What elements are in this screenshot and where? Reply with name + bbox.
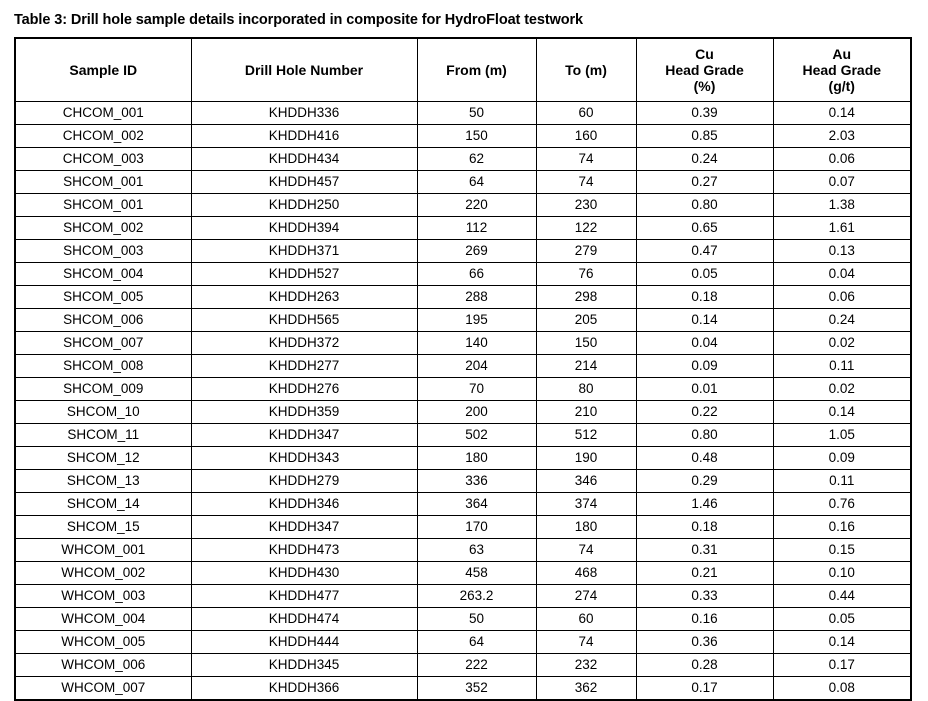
table-cell: 0.80: [636, 194, 773, 217]
table-cell: 50: [417, 102, 536, 125]
table-cell: 0.14: [773, 401, 911, 424]
table-row: [15, 355, 911, 378]
table-cell: 0.31: [636, 539, 773, 562]
table-cell: SHCOM_001: [15, 171, 191, 194]
table-cell: 180: [536, 516, 636, 539]
table-cell: 0.05: [773, 608, 911, 631]
table-cell: 352: [417, 677, 536, 701]
table-cell: 288: [417, 286, 536, 309]
table-cell: KHDDH457: [191, 171, 417, 194]
table-row: [15, 263, 911, 286]
table-row: [15, 217, 911, 240]
column-header-line: Head Grade: [802, 61, 882, 78]
table-row: [15, 631, 911, 654]
table-cell: 195: [417, 309, 536, 332]
table-cell: WHCOM_005: [15, 631, 191, 654]
table-cell: 0.11: [773, 355, 911, 378]
table-row: [15, 677, 911, 701]
column-header-line: To (m): [565, 61, 607, 78]
table-cell: 0.07: [773, 171, 911, 194]
table-cell: 64: [417, 631, 536, 654]
table-cell: SHCOM_001: [15, 194, 191, 217]
table-row: [15, 654, 911, 677]
table-row: [15, 585, 911, 608]
table-cell: 0.47: [636, 240, 773, 263]
table-cell: 0.21: [636, 562, 773, 585]
table-cell: SHCOM_008: [15, 355, 191, 378]
table-cell: 200: [417, 401, 536, 424]
table-cell: KHDDH371: [191, 240, 417, 263]
table-cell: KHDDH346: [191, 493, 417, 516]
table-cell: 64: [417, 171, 536, 194]
table-cell: 364: [417, 493, 536, 516]
table-cell: CHCOM_003: [15, 148, 191, 171]
table-cell: 0.80: [636, 424, 773, 447]
table-cell: 74: [536, 148, 636, 171]
table-cell: 0.28: [636, 654, 773, 677]
table-cell: 1.46: [636, 493, 773, 516]
table-cell: 512: [536, 424, 636, 447]
table-cell: 150: [417, 125, 536, 148]
table-cell: 0.48: [636, 447, 773, 470]
table-cell: 170: [417, 516, 536, 539]
table-cell: SHCOM_12: [15, 447, 191, 470]
column-header-5: [773, 38, 911, 102]
table-cell: 362: [536, 677, 636, 701]
table-cell: 1.38: [773, 194, 911, 217]
table-cell: KHDDH444: [191, 631, 417, 654]
table-cell: 0.09: [636, 355, 773, 378]
table-cell: 0.10: [773, 562, 911, 585]
table-cell: 0.36: [636, 631, 773, 654]
table-cell: 180: [417, 447, 536, 470]
table-cell: 232: [536, 654, 636, 677]
table-header-row: [15, 38, 911, 102]
table-cell: KHDDH430: [191, 562, 417, 585]
table-cell: KHDDH565: [191, 309, 417, 332]
table-cell: 230: [536, 194, 636, 217]
column-header-line: Drill Hole Number: [244, 61, 364, 78]
table-cell: 0.14: [773, 102, 911, 125]
table-cell: 298: [536, 286, 636, 309]
table-cell: SHCOM_14: [15, 493, 191, 516]
table-row: [15, 470, 911, 493]
column-header-line: From (m): [446, 61, 507, 78]
table-cell: KHDDH263: [191, 286, 417, 309]
table-cell: 74: [536, 539, 636, 562]
table-cell: KHDDH276: [191, 378, 417, 401]
table-row: [15, 102, 911, 125]
table-cell: 346: [536, 470, 636, 493]
table-cell: 210: [536, 401, 636, 424]
table-cell: 0.04: [636, 332, 773, 355]
column-header-2: [417, 38, 536, 102]
table-cell: 279: [536, 240, 636, 263]
table-cell: 0.04: [773, 263, 911, 286]
table-cell: 0.29: [636, 470, 773, 493]
table-cell: SHCOM_005: [15, 286, 191, 309]
table-cell: 50: [417, 608, 536, 631]
table-row: [15, 424, 911, 447]
table-cell: 150: [536, 332, 636, 355]
table-cell: 502: [417, 424, 536, 447]
table-cell: 0.18: [636, 516, 773, 539]
column-header-4: [636, 38, 773, 102]
table-cell: WHCOM_003: [15, 585, 191, 608]
table-cell: 214: [536, 355, 636, 378]
table-cell: 0.08: [773, 677, 911, 701]
table-cell: 1.05: [773, 424, 911, 447]
table-row: [15, 378, 911, 401]
table-cell: 0.02: [773, 378, 911, 401]
table-cell: 0.09: [773, 447, 911, 470]
table-cell: KHDDH343: [191, 447, 417, 470]
table-cell: 60: [536, 608, 636, 631]
table-cell: SHCOM_007: [15, 332, 191, 355]
table-row: [15, 516, 911, 539]
table-cell: 0.13: [773, 240, 911, 263]
table-cell: KHDDH527: [191, 263, 417, 286]
table-cell: KHDDH277: [191, 355, 417, 378]
table-caption: Table 3: Drill hole sample details incorporated in composite for HydroFloat testwork: [14, 12, 584, 28]
table-cell: 0.76: [773, 493, 911, 516]
table-cell: 0.24: [773, 309, 911, 332]
table-row: [15, 401, 911, 424]
table-cell: 269: [417, 240, 536, 263]
table-cell: 0.33: [636, 585, 773, 608]
table-cell: 274: [536, 585, 636, 608]
table-row: [15, 608, 911, 631]
table-cell: 458: [417, 562, 536, 585]
table-cell: 160: [536, 125, 636, 148]
table-row: [15, 286, 911, 309]
drill-hole-sample-table: [14, 37, 912, 701]
table-cell: 0.06: [773, 148, 911, 171]
table-cell: SHCOM_002: [15, 217, 191, 240]
table-cell: 2.03: [773, 125, 911, 148]
table-cell: KHDDH359: [191, 401, 417, 424]
column-header-0: [15, 38, 191, 102]
table-row: [15, 171, 911, 194]
table-cell: 66: [417, 263, 536, 286]
table-cell: KHDDH345: [191, 654, 417, 677]
table-cell: SHCOM_006: [15, 309, 191, 332]
table-cell: SHCOM_11: [15, 424, 191, 447]
table-cell: 0.44: [773, 585, 911, 608]
table-cell: 0.14: [773, 631, 911, 654]
table-cell: KHDDH366: [191, 677, 417, 701]
table-cell: 263.2: [417, 585, 536, 608]
table-row: [15, 539, 911, 562]
table-cell: 204: [417, 355, 536, 378]
table-cell: 0.15: [773, 539, 911, 562]
table-header: [15, 38, 911, 102]
table-cell: SHCOM_13: [15, 470, 191, 493]
table-cell: 0.65: [636, 217, 773, 240]
table-cell: KHDDH279: [191, 470, 417, 493]
table-cell: KHDDH347: [191, 424, 417, 447]
table-row: [15, 309, 911, 332]
table-cell: 63: [417, 539, 536, 562]
table-cell: 62: [417, 148, 536, 171]
table-cell: KHDDH434: [191, 148, 417, 171]
table-cell: KHDDH473: [191, 539, 417, 562]
table-cell: 0.06: [773, 286, 911, 309]
table-cell: 60: [536, 102, 636, 125]
table-row: [15, 240, 911, 263]
table-cell: SHCOM_004: [15, 263, 191, 286]
table-cell: 0.02: [773, 332, 911, 355]
column-header-line: Head Grade: [665, 61, 744, 78]
table-row: [15, 493, 911, 516]
table-cell: 374: [536, 493, 636, 516]
table-cell: 0.17: [636, 677, 773, 701]
table-cell: SHCOM_15: [15, 516, 191, 539]
table-cell: WHCOM_006: [15, 654, 191, 677]
table-cell: 76: [536, 263, 636, 286]
table-row: [15, 447, 911, 470]
table-cell: 74: [536, 631, 636, 654]
table-cell: 0.22: [636, 401, 773, 424]
table-cell: 0.18: [636, 286, 773, 309]
table-cell: 468: [536, 562, 636, 585]
table-cell: 220: [417, 194, 536, 217]
table-cell: 190: [536, 447, 636, 470]
table-cell: 1.61: [773, 217, 911, 240]
table-body: [15, 102, 911, 701]
table-cell: SHCOM_10: [15, 401, 191, 424]
table-cell: 0.24: [636, 148, 773, 171]
table-cell: 80: [536, 378, 636, 401]
table-cell: KHDDH394: [191, 217, 417, 240]
table-cell: CHCOM_002: [15, 125, 191, 148]
table-cell: 336: [417, 470, 536, 493]
table-cell: 122: [536, 217, 636, 240]
table-cell: SHCOM_009: [15, 378, 191, 401]
table-row: [15, 562, 911, 585]
table-cell: KHDDH347: [191, 516, 417, 539]
table-cell: 74: [536, 171, 636, 194]
table-cell: WHCOM_007: [15, 677, 191, 701]
table-cell: 140: [417, 332, 536, 355]
column-header-3: [536, 38, 636, 102]
table-cell: 0.16: [773, 516, 911, 539]
table-cell: KHDDH336: [191, 102, 417, 125]
table-cell: 0.14: [636, 309, 773, 332]
column-header-line: (g/t): [828, 78, 855, 95]
column-header-line: Cu: [695, 45, 714, 62]
table-cell: WHCOM_002: [15, 562, 191, 585]
table-row: [15, 125, 911, 148]
table-cell: 112: [417, 217, 536, 240]
table-cell: 0.16: [636, 608, 773, 631]
table-cell: 70: [417, 378, 536, 401]
table-cell: WHCOM_001: [15, 539, 191, 562]
table-cell: CHCOM_001: [15, 102, 191, 125]
table-cell: 0.17: [773, 654, 911, 677]
table-cell: 0.01: [636, 378, 773, 401]
table-cell: SHCOM_003: [15, 240, 191, 263]
table-cell: KHDDH250: [191, 194, 417, 217]
column-header-line: Sample ID: [69, 61, 138, 78]
table-row: [15, 194, 911, 217]
table-cell: 0.39: [636, 102, 773, 125]
table-cell: 205: [536, 309, 636, 332]
table-cell: WHCOM_004: [15, 608, 191, 631]
table-row: [15, 332, 911, 355]
table-cell: KHDDH372: [191, 332, 417, 355]
table-row: [15, 148, 911, 171]
table-cell: KHDDH477: [191, 585, 417, 608]
table-cell: 0.85: [636, 125, 773, 148]
table-cell: KHDDH474: [191, 608, 417, 631]
table-cell: 0.11: [773, 470, 911, 493]
table-cell: 222: [417, 654, 536, 677]
column-header-1: [191, 38, 417, 102]
table-cell: 0.27: [636, 171, 773, 194]
column-header-line: (%): [693, 78, 716, 95]
table-cell: KHDDH416: [191, 125, 417, 148]
column-header-line: Au: [832, 45, 852, 62]
table-cell: 0.05: [636, 263, 773, 286]
